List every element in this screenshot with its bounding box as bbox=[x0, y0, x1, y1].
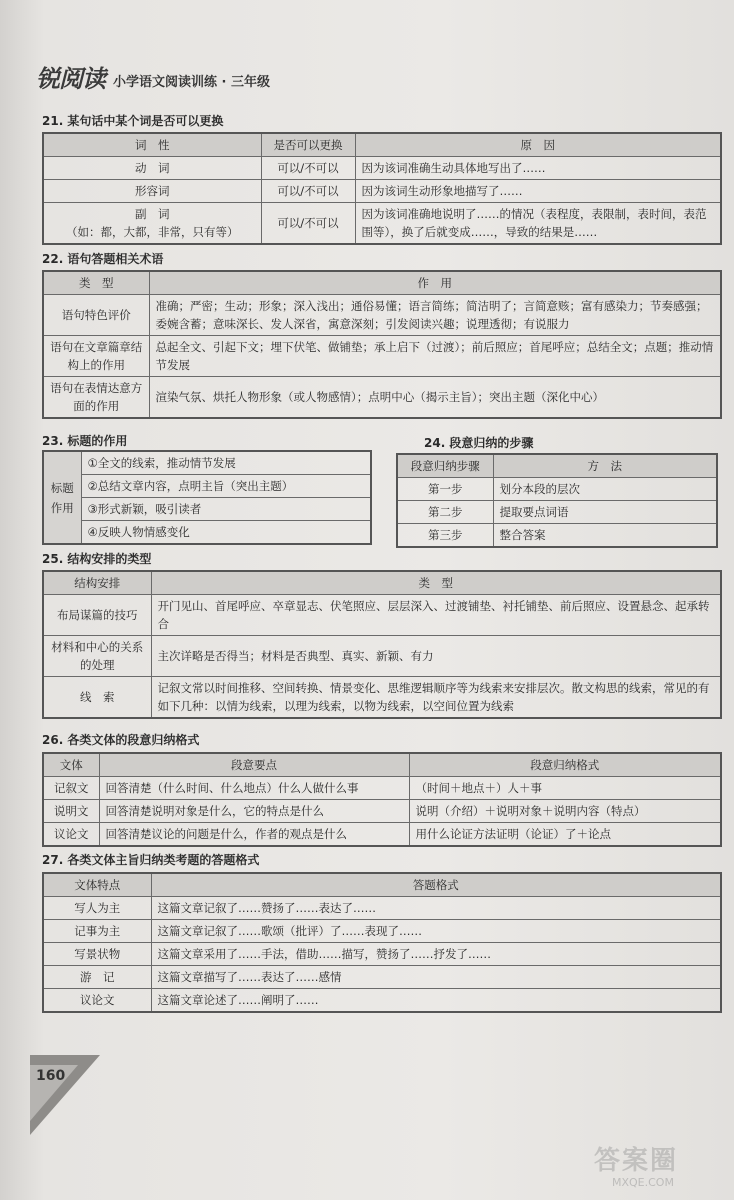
table-row: 线 索 记叙文常以时间推移、空间转换、情景变化、思维逻辑顺序等为线索来安排层次。散文构思的线索，常见的有如下几种：以情为线索，以理为线索，以物为线索，以空间位置为线索 bbox=[43, 677, 721, 719]
header-pos: 词 性 bbox=[43, 133, 261, 157]
table-row: 记叙文 回答清楚（什么时间、什么地点）什么人做什么事 （时间＋地点＋）人＋事 bbox=[43, 777, 721, 800]
page-corner-triangle-icon bbox=[30, 1055, 100, 1135]
table-row: 布局谋篇的技巧 开门见山、首尾呼应、卒章显志、伏笔照应、层层深入、过渡铺垫、衬托铺垫、前后照应、设置悬念、起承转合 bbox=[43, 595, 721, 636]
table-row: 第二步 提取要点词语 bbox=[397, 501, 717, 524]
section-26-title: 26. 各类文体的段意归纳格式 bbox=[42, 733, 200, 747]
title-function-label: 标题作用 bbox=[43, 451, 81, 544]
header-reason: 原 因 bbox=[355, 133, 721, 157]
list-item: ①全文的线索，推动情节发展 bbox=[81, 451, 371, 475]
section-21-title: 21. 某句话中某个词是否可以更换 bbox=[42, 114, 224, 128]
table-row: 动 词 可以/不可以 因为该词准确生动具体地写出了…… bbox=[43, 157, 721, 180]
table-row: 语句特色评价 准确；严密；生动；形象；深入浅出；通俗易懂；语言简练；简洁明了；言简意赅；富有感染力；节奏感强；委婉含蓄；意味深长、发人深省，寓意深刻；引发阅读兴趣；说理透彻；有说服力 bbox=[43, 295, 721, 336]
section-24-title: 24. 段意归纳的步骤 bbox=[424, 436, 534, 450]
list-item: ③形式新颖，吸引读者 bbox=[81, 498, 371, 521]
table-27: 文体特点 答题格式 写人为主 这篇文章记叙了……赞扬了……表达了…… 记事为主 这篇文章记叙了……歌颂（批评）了……表现了…… 写景状物 这篇文章采用了……手法，借助……描写，赞扬了……抒发了…… 游 记 这篇文章描写了……表达了……感情 议论文 这篇文章论述了……阐明了…… bbox=[42, 872, 722, 1013]
table-row: 写景状物 这篇文章采用了……手法，借助……描写，赞扬了……抒发了…… bbox=[43, 943, 721, 966]
book-logo: 锐阅读 bbox=[36, 64, 105, 93]
table-22: 类 型 作 用 语句特色评价 准确；严密；生动；形象；深入浅出；通俗易懂；语言简练；简洁明了；言简意赅；富有感染力；节奏感强；委婉含蓄；意味深长、发人深省，寓意深刻；引发阅读兴趣；说理透彻；有说服力 语句在文章篇章结构上的作用 总起全文、引起下文；埋下伏笔、做铺垫；承上启下（过渡）；前后照应；首尾呼应；总结全文；点题；推动情节发展 语句在表情达意方面的作用 渲染气氛、烘托人物形象（或人物感情）；点明中心（揭示主旨）；突出主题（深化中心） bbox=[42, 270, 722, 419]
table-row: 第一步 划分本段的层次 bbox=[397, 478, 717, 501]
book-subtitle: 小学语文阅读训练 · 三年级 bbox=[113, 75, 270, 90]
table-row: 议论文 回答清楚议论的问题是什么，作者的观点是什么 用什么论证方法证明（论证）了＋论点 bbox=[43, 823, 721, 847]
table-row: 写人为主 这篇文章记叙了……赞扬了……表达了…… bbox=[43, 897, 721, 920]
table-row: 议论文 这篇文章论述了……阐明了…… bbox=[43, 989, 721, 1013]
list-item: ②总结文章内容，点明主旨（突出主题） bbox=[81, 475, 371, 498]
section-27-title: 27. 各类文体主旨归纳类考题的答题格式 bbox=[42, 853, 260, 867]
table-24: 段意归纳步骤 方 法 第一步 划分本段的层次 第二步 提取要点词语 第三步 整合答案 bbox=[396, 453, 718, 548]
table-row: 语句在文章篇章结构上的作用 总起全文、引起下文；埋下伏笔、做铺垫；承上启下（过渡）；前后照应；首尾呼应；总结全文；点题；推动情节发展 bbox=[43, 336, 721, 377]
table-21 bbox=[42, 132, 722, 245]
table-row: 材料和中心的关系的处理 主次详略是否得当；材料是否典型、真实、新颖、有力 bbox=[43, 636, 721, 677]
section-22-title: 22. 语句答题相关术语 bbox=[42, 252, 164, 266]
table-23 bbox=[42, 450, 372, 545]
table-row: 游 记 这篇文章描写了……表达了……感情 bbox=[43, 966, 721, 989]
watermark: 答案圈 bbox=[594, 1146, 679, 1176]
header-can: 是否可以更换 bbox=[261, 133, 355, 157]
list-item: ④反映人物情感变化 bbox=[81, 521, 371, 545]
watermark-url: MXQE.COM bbox=[612, 1176, 674, 1189]
table-row: 形容词 可以/不可以 因为该词生动形象地描写了…… bbox=[43, 180, 721, 203]
table-row: 副 词 （如：都，大都，非常，只有等） 可以/不可以 因为该词准确地说明了……的情况（表程度，表限制，表时间，表范围等），换了后就变成……，导致的结果是…… bbox=[43, 203, 721, 245]
table-25: 结构安排 类 型 布局谋篇的技巧 开门见山、首尾呼应、卒章显志、伏笔照应、层层深入、过渡铺垫、衬托铺垫、前后照应、设置悬念、起承转合 材料和中心的关系的处理 主次详略是否得当；材料是否典型、真实、新颖、有力 线 索 记叙文常以时间推移、空间转换、情景变化、思维逻辑顺序等为线索来安排层次。散文构思的线索，常见的有如下几种：以情为线索，以理为线索，以物为线索，以空间位置为线索 bbox=[42, 570, 722, 719]
header bbox=[36, 60, 270, 94]
table-26: 文体 段意要点 段意归纳格式 记叙文 回答清楚（什么时间、什么地点）什么人做什么事 （时间＋地点＋）人＋事 说明文 回答清楚说明对象是什么，它的特点是什么 说明（介绍）＋说明对象＋说明内容（特点） 议论文 回答清楚议论的问题是什么，作者的观点是什么 用什么论证方法证明（论证）了＋论点 bbox=[42, 752, 722, 847]
section-25-title: 25. 结构安排的类型 bbox=[42, 552, 152, 566]
section-23-title: 23. 标题的作用 bbox=[42, 434, 128, 448]
table-row: 语句在表情达意方面的作用 渲染气氛、烘托人物形象（或人物感情）；点明中心（揭示主旨）；突出主题（深化中心） bbox=[43, 377, 721, 419]
table-row: 记事为主 这篇文章记叙了……歌颂（批评）了……表现了…… bbox=[43, 920, 721, 943]
table-row: 说明文 回答清楚说明对象是什么，它的特点是什么 说明（介绍）＋说明对象＋说明内容（特点） bbox=[43, 800, 721, 823]
table-row: 第三步 整合答案 bbox=[397, 524, 717, 548]
page-number: 160 bbox=[36, 1068, 66, 1084]
